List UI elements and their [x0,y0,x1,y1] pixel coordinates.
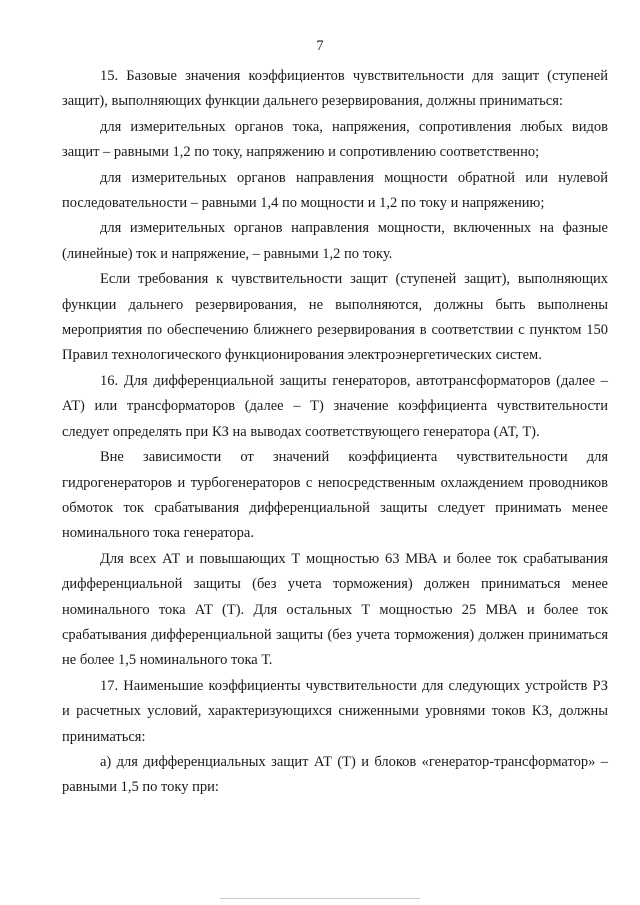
paragraph-near-redundancy: Если требования к чувствительности защит (ступеней защит), выполняющих функции дальнего резервирования, не выполняются, должны быть выполнены мероприятия по обеспечению ближнего резервирования в соответствии с пунктом 150 Правил технологического функционирования электроэнергетических систем. [62,271,608,364]
paragraph-phase-power-direction: для измерительных органов направления мощности, включенных на фазные (линейные) ток и напряжение, – равными 1,2 по току. [62,220,608,262]
paragraph-reverse-zero-sequence: для измерительных органов направления мощности обратной или нулевой последовательности – равными 1,4 по мощности и 1,2 по току и напряжению; [62,169,608,212]
paragraph-16-differential: 16. Для дифференциальной защиты генераторов, автотрансформаторов (далее – АТ) или трансформаторов (далее – Т) значение коэффициента чувствительности следует определять при КЗ на выводах соответствующего генератора (АТ, Т). [62,372,608,440]
scan-edge-line [220,898,420,899]
paragraph-hydro-turbo-generators: Вне зависимости от значений коэффициента чувствительности для гидрогенераторов и турбогенераторов с непосредственным охлаждением проводников обмоток ток срабатывания дифференциальной защиты следует принимать менее номинального тока генератора. [62,449,608,542]
document-body [62,64,608,801]
paragraph-current-voltage-resistance: для измерительных органов тока, напряжения, сопротивления любых видов защит – равными 1,2 по току, напряжению и сопротивлению соответственно; [62,118,608,161]
paragraph-15-intro: 15. Базовые значения коэффициентов чувствительности для защит (ступеней защит), выполняющих функции дальнего резервирования, должны приниматься: [62,68,608,110]
paragraph-17a-differential: а) для дифференциальных защит АТ (Т) и блоков «генератор-трансформатор» – равными 1,5 по току при: [62,753,608,796]
page-number: 7 [316,38,324,54]
paragraph-17-minimum-coefficients: 17. Наименьшие коэффициенты чувствительности для следующих устройств РЗ и расчетных условий, характеризующихся сниженными уровнями токов КЗ, должны приниматься: [62,677,608,745]
paragraph-transformer-63mva: Для всех АТ и повышающих Т мощностью 63 МВА и более ток срабатывания дифференциальной защиты (без учета торможения) должен приниматься менее номинального тока АТ (Т). Для остальных Т мощностью 25 МВА и более ток срабатывания дифференциальной защиты (без учета торможения) должен приниматься не более 1,5 номинального тока Т. [62,550,608,669]
